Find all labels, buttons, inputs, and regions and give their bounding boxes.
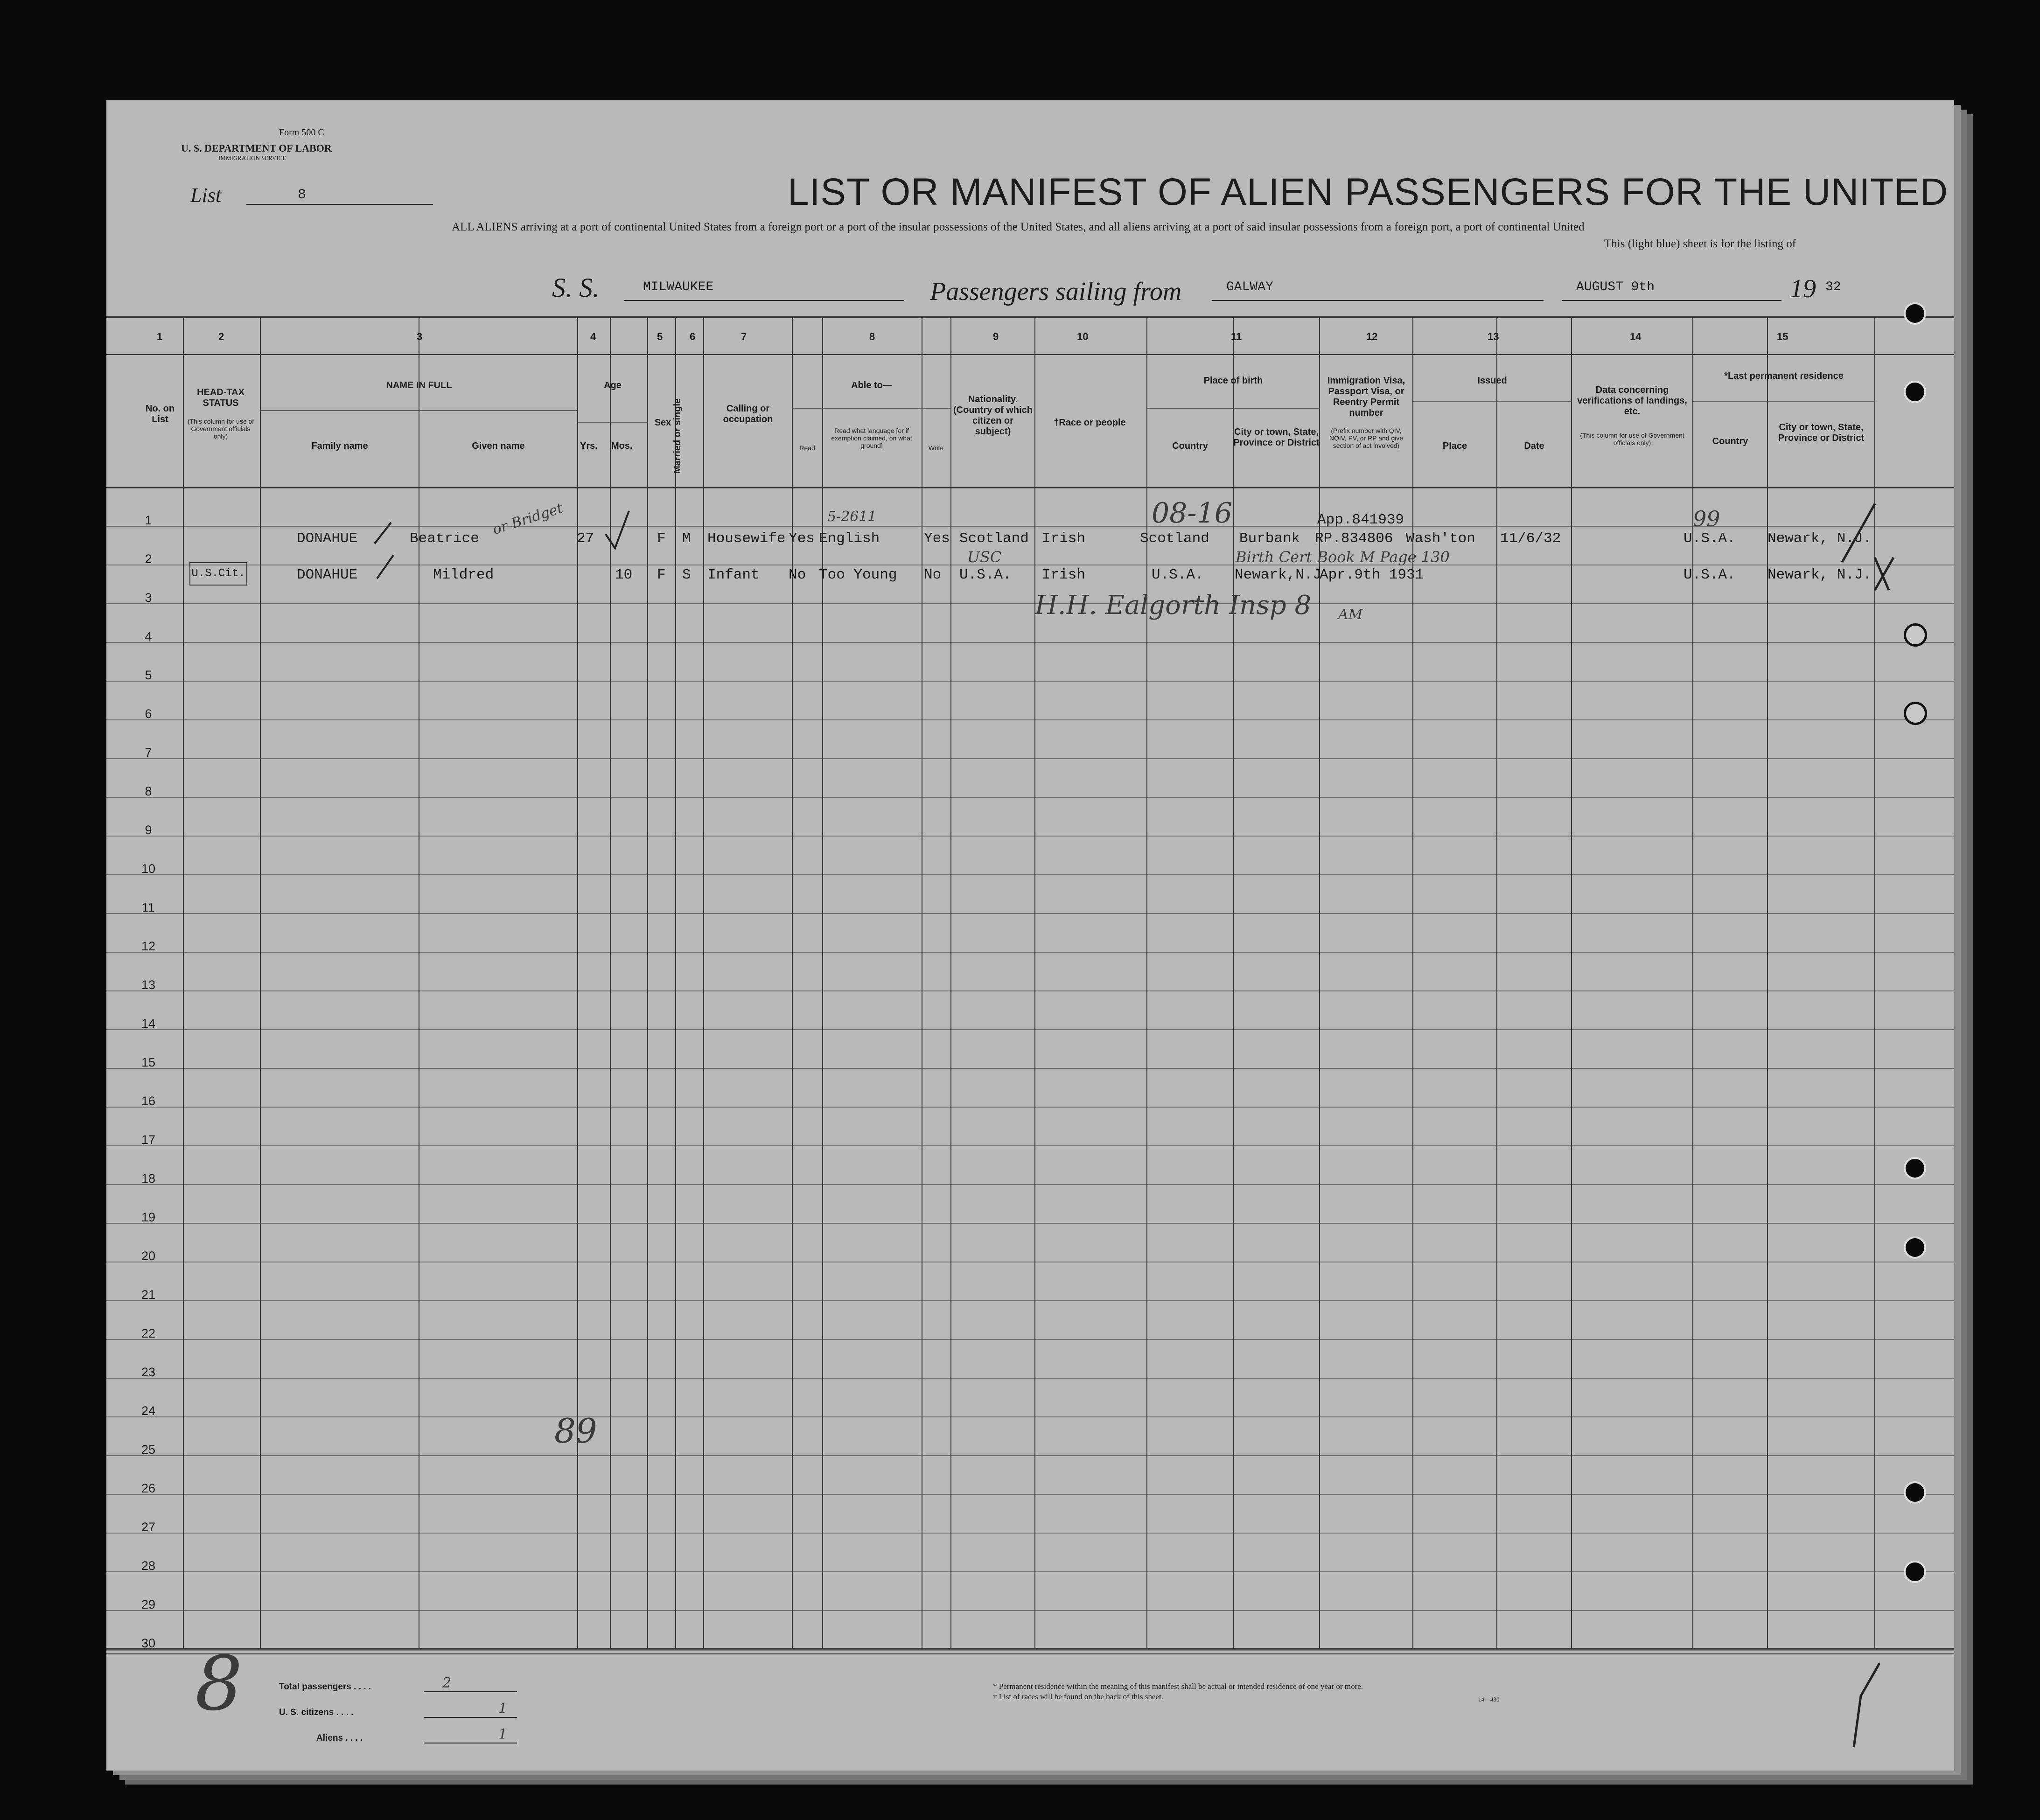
header-visa-note: (Prefix number with QIV, NQIV, PV, or RP and give section of act involved) bbox=[1329, 427, 1404, 449]
header-res-country: Country bbox=[1712, 436, 1748, 446]
sailing-date: AUGUST 9th bbox=[1576, 280, 1655, 294]
service-name: IMMIGRATION SERVICE bbox=[218, 154, 286, 161]
passenger-2-nationality: U.S.A. bbox=[959, 567, 1012, 583]
binder-hole bbox=[1904, 1561, 1926, 1583]
total-passengers-value: 2 bbox=[442, 1675, 452, 1691]
passenger-1-race: Irish bbox=[1042, 530, 1086, 547]
header-head-tax: HEAD-TAX STATUS bbox=[197, 387, 245, 408]
ship-name: MILWAUKEE bbox=[643, 280, 714, 294]
header-write: Write bbox=[928, 444, 944, 452]
passenger-1-language: English bbox=[819, 530, 880, 547]
col-number-11: 11 bbox=[1231, 331, 1242, 342]
row-number: 24 bbox=[141, 1404, 156, 1418]
row-number: 29 bbox=[141, 1597, 156, 1611]
passenger-1-visa: App.841939 bbox=[1317, 512, 1404, 528]
header-birth-city: City or town, State, Province or District bbox=[1233, 427, 1320, 448]
row-25-annotation: 89 bbox=[554, 1411, 597, 1450]
row-number: 12 bbox=[141, 939, 156, 953]
passenger-2-married: S bbox=[682, 567, 691, 583]
passenger-1-issued-date: 11/6/32 bbox=[1500, 530, 1561, 547]
check-marks bbox=[106, 100, 1954, 1771]
aliens-label: Aliens . . . . bbox=[316, 1733, 363, 1743]
row-number: 26 bbox=[141, 1481, 156, 1495]
aliens-value: 1 bbox=[498, 1726, 508, 1743]
check-mark-bottom bbox=[1854, 1663, 1879, 1747]
header-sex: Sex bbox=[654, 418, 671, 428]
header-read-language: Read what language [or if exemption claimed, on what ground] bbox=[831, 427, 912, 449]
departure-port: GALWAY bbox=[1226, 280, 1273, 294]
row-number: 28 bbox=[141, 1559, 156, 1573]
header-issued-date: Date bbox=[1524, 441, 1544, 451]
header-mos: Mos. bbox=[611, 441, 633, 451]
passenger-2-age-yrs: 10 bbox=[615, 567, 633, 583]
list-mark: 8 bbox=[195, 1640, 243, 1727]
subtitle-line-1: ALL ALIENS arriving at a port of continental United States from a foreign port or a port of the insular possessions of the United States, and all aliens arriving at a port of said insular possessions from a foreign port, a port of continental United bbox=[452, 221, 1585, 233]
usc-annotation: USC bbox=[967, 548, 1002, 566]
department-name: U. S. DEPARTMENT OF LABOR bbox=[181, 142, 332, 154]
passenger-1-married: M bbox=[682, 530, 691, 547]
col-number-15: 15 bbox=[1777, 331, 1788, 342]
passenger-2-occupation: Infant bbox=[707, 567, 760, 583]
header-birth-country: Country bbox=[1172, 441, 1208, 451]
col-number-4: 4 bbox=[590, 331, 596, 342]
row-number: 13 bbox=[141, 978, 156, 992]
row-number: 19 bbox=[141, 1210, 156, 1224]
passenger-1-occupation: Housewife bbox=[707, 530, 786, 547]
header-nationality: Nationality. (Country of which citizen or subject) bbox=[953, 394, 1033, 437]
manifest-sheet bbox=[106, 100, 1954, 1771]
header-age: Age bbox=[604, 380, 622, 390]
row-number: 27 bbox=[141, 1520, 156, 1534]
form-code: 14—430 bbox=[1478, 1696, 1500, 1703]
row-number: 4 bbox=[145, 629, 152, 643]
header-verifications: Data concerning verifications of landings, etc. bbox=[1577, 385, 1687, 417]
row-number: 23 bbox=[141, 1365, 156, 1379]
passenger-2-language: Too Young bbox=[819, 567, 897, 583]
citizens-underline bbox=[424, 1717, 517, 1718]
passenger-2-res-city: Newark, N.J. bbox=[1768, 567, 1872, 583]
passenger-1-age-yrs: 27 bbox=[577, 530, 594, 547]
passenger-1-given-name: Beatrice bbox=[410, 530, 479, 547]
header-head-tax-note: (This column for use of Government officials only) bbox=[187, 418, 254, 440]
birth-annotation: 08-16 bbox=[1152, 497, 1232, 530]
row-number: 17 bbox=[141, 1133, 156, 1147]
passenger-1-visa-2: RP.834806 bbox=[1315, 530, 1393, 547]
row-number: 22 bbox=[141, 1326, 156, 1340]
col-number-6: 6 bbox=[690, 331, 696, 342]
passenger-2-read: No bbox=[789, 567, 806, 583]
binder-hole bbox=[1904, 1481, 1926, 1504]
passenger-1-read: Yes bbox=[789, 530, 815, 547]
row-number: 2 bbox=[145, 552, 152, 566]
header-calling: Calling or occupation bbox=[723, 404, 773, 425]
header-yrs: Yrs. bbox=[580, 441, 598, 451]
inspector-time: AM bbox=[1338, 607, 1363, 623]
subtitle-line-2: This (light blue) sheet is for the listing of bbox=[1604, 237, 1796, 250]
binder-hole bbox=[1904, 381, 1926, 403]
passenger-2-visa: Apr.9th 1931 bbox=[1320, 567, 1424, 583]
residence-annotation: 99 bbox=[1693, 506, 1720, 531]
check-mark-family-2 bbox=[377, 555, 393, 579]
us-citizens-value: 1 bbox=[498, 1701, 508, 1717]
row-number: 9 bbox=[145, 823, 152, 837]
row-number: 7 bbox=[145, 746, 152, 760]
binder-hole bbox=[1904, 1236, 1926, 1259]
row-number: 20 bbox=[141, 1249, 156, 1263]
col-number-3: 3 bbox=[417, 331, 423, 342]
col-number-12: 12 bbox=[1366, 331, 1378, 342]
check-mark-res-1 bbox=[1842, 504, 1875, 562]
header-visa: Immigration Visa, Passport Visa, or Reentry Permit number bbox=[1327, 376, 1405, 418]
list-label: List bbox=[190, 184, 222, 207]
header-verifications-note: (This column for use of Government officials only) bbox=[1580, 432, 1684, 446]
binder-hole bbox=[1904, 1157, 1926, 1179]
check-mark-family-1 bbox=[375, 523, 391, 544]
passenger-1-res-country: U.S.A. bbox=[1684, 530, 1736, 547]
passenger-1-nationality: Scotland bbox=[959, 530, 1029, 547]
year-suffix: 32 bbox=[1825, 280, 1841, 294]
passenger-1-birth-city: Burbank bbox=[1239, 530, 1300, 547]
head-tax-stamp: U.S.Cit. bbox=[189, 562, 247, 586]
binder-hole bbox=[1904, 302, 1926, 325]
col-number-1: 1 bbox=[157, 331, 163, 342]
passenger-2-race: Irish bbox=[1042, 567, 1086, 583]
col-number-9: 9 bbox=[993, 331, 999, 342]
row-number: 11 bbox=[141, 900, 155, 914]
page-title: LIST OR MANIFEST OF ALIEN PASSENGERS FOR THE UNITED bbox=[788, 171, 1949, 213]
header-race: †Race or people bbox=[1054, 418, 1126, 428]
ss-label: S. S. bbox=[552, 272, 600, 303]
sailing-label: Passengers sailing from bbox=[930, 277, 1182, 306]
col-number-13: 13 bbox=[1488, 331, 1499, 342]
footnote-races: † List of races will be found on the back of this sheet. bbox=[993, 1692, 1163, 1701]
col-number-7: 7 bbox=[741, 331, 747, 342]
given-name-annotation: or Bridget bbox=[490, 500, 565, 538]
passenger-1-birth-country: Scotland bbox=[1140, 530, 1209, 547]
passenger-2-family-name: DONAHUE bbox=[297, 567, 358, 583]
row-number: 1 bbox=[145, 513, 152, 527]
row-number: 30 bbox=[141, 1636, 156, 1650]
header-able-to: Able to— bbox=[851, 380, 892, 390]
total-passengers-label: Total passengers . . . . bbox=[279, 1682, 371, 1692]
inspector-signature: H.H. Ealgorth Insp 8 bbox=[1035, 590, 1312, 621]
passenger-2-birth-city: Newark,N.J bbox=[1235, 567, 1322, 583]
row-number: 25 bbox=[141, 1443, 156, 1457]
header-married: Married or single bbox=[672, 398, 683, 474]
passenger-1-res-city: Newark, N.J. bbox=[1768, 530, 1872, 547]
year-prefix: 19 bbox=[1790, 274, 1816, 303]
x-mark-res-2 bbox=[1875, 558, 1893, 590]
row-number: 5 bbox=[145, 668, 152, 682]
list-number: 8 bbox=[298, 187, 307, 203]
language-annotation: 5-2611 bbox=[827, 509, 877, 525]
passenger-1-family-name: DONAHUE bbox=[297, 530, 358, 547]
col-number-14: 14 bbox=[1630, 331, 1642, 342]
passenger-2-given-name: Mildred bbox=[433, 567, 494, 583]
binder-hole bbox=[1904, 623, 1927, 647]
row-number: 14 bbox=[141, 1017, 156, 1031]
birth-cert-annotation: Birth Cert Book M Page 130 bbox=[1236, 548, 1450, 566]
total-underline bbox=[424, 1691, 517, 1692]
header-no-on-list: No. on List bbox=[145, 404, 175, 425]
footnote-residence: * Permanent residence within the meaning of this manifest shall be actual or intended residence of one year or more. bbox=[993, 1682, 1363, 1691]
row-number: 15 bbox=[141, 1055, 156, 1069]
header-issued: Issued bbox=[1477, 376, 1507, 386]
form-number: Form 500 C bbox=[279, 127, 324, 138]
header-family-name: Family name bbox=[311, 441, 368, 451]
row-number: 21 bbox=[141, 1288, 156, 1302]
header-name-in-full: NAME IN FULL bbox=[386, 380, 452, 390]
header-residence: *Last permanent residence bbox=[1724, 371, 1844, 381]
header-place-of-birth: Place of birth bbox=[1203, 376, 1263, 386]
passenger-2-sex: F bbox=[657, 567, 666, 583]
row-number: 18 bbox=[141, 1171, 156, 1185]
row-number: 3 bbox=[145, 591, 152, 605]
passenger-1-issued-place: Wash'ton bbox=[1406, 530, 1475, 547]
header-given-name: Given name bbox=[472, 441, 525, 451]
passenger-1-write: Yes bbox=[924, 530, 950, 547]
header-read: Read bbox=[799, 444, 815, 452]
col-number-2: 2 bbox=[218, 331, 224, 342]
header-issued-place: Place bbox=[1442, 441, 1467, 451]
row-number: 6 bbox=[145, 707, 152, 721]
passenger-2-res-country: U.S.A. bbox=[1684, 567, 1736, 583]
col-number-8: 8 bbox=[869, 331, 875, 342]
row-number: 16 bbox=[141, 1094, 156, 1108]
binder-hole bbox=[1904, 702, 1927, 725]
row-number: 10 bbox=[141, 862, 156, 876]
passenger-1-sex: F bbox=[657, 530, 666, 547]
check-mark-age-1 bbox=[606, 511, 629, 548]
col-number-5: 5 bbox=[657, 331, 663, 342]
passenger-2-birth-country: U.S.A. bbox=[1152, 567, 1204, 583]
us-citizens-label: U. S. citizens . . . . bbox=[279, 1708, 354, 1717]
col-number-10: 10 bbox=[1077, 331, 1089, 342]
row-number: 8 bbox=[145, 784, 152, 798]
header-res-city: City or town, State, Province or District bbox=[1778, 422, 1865, 443]
passenger-2-write: No bbox=[924, 567, 942, 583]
